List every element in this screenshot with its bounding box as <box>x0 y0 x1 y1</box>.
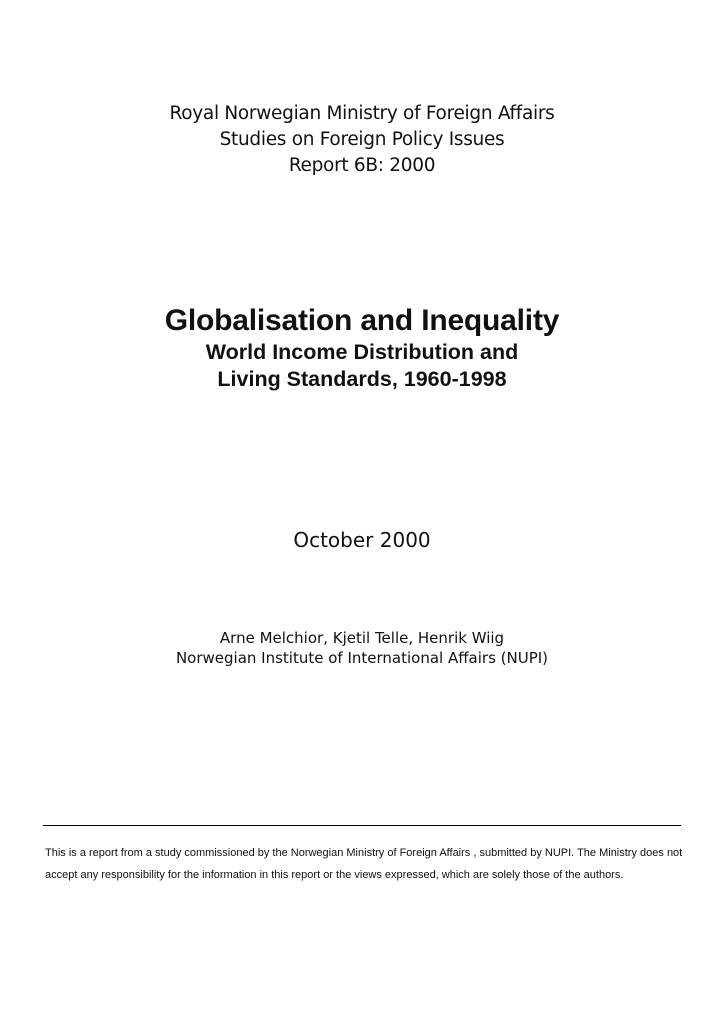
report-subtitle-line-2: Living Standards, 1960-1998 <box>217 367 507 391</box>
authors-block <box>0 628 724 668</box>
ministry-name: Royal Norwegian Ministry of Foreign Affairs <box>169 103 555 124</box>
publisher-header <box>0 101 724 179</box>
report-number: Report 6B: 2000 <box>288 155 436 176</box>
author-names: Arne Melchior, Kjetil Telle, Henrik Wiig <box>219 629 505 647</box>
report-title: Globalisation and Inequality <box>164 304 560 337</box>
report-subtitle-line-1: World Income Distribution and <box>205 340 519 364</box>
author-institution: Norwegian Institute of International Affairs (NUPI) <box>175 649 549 667</box>
series-name: Studies on Foreign Policy Issues <box>219 129 505 150</box>
disclaimer-text: This is a report from a study commissioned by the Norwegian Ministry of Foreign Affairs , submitted by NUPI. The Ministry does not accept any responsibility for the information in this report or the views expressed, which are solely those of the authors. <box>45 847 683 881</box>
publication-date: October 2000 <box>293 528 431 552</box>
footer-divider <box>43 825 681 826</box>
title-block <box>0 303 724 393</box>
